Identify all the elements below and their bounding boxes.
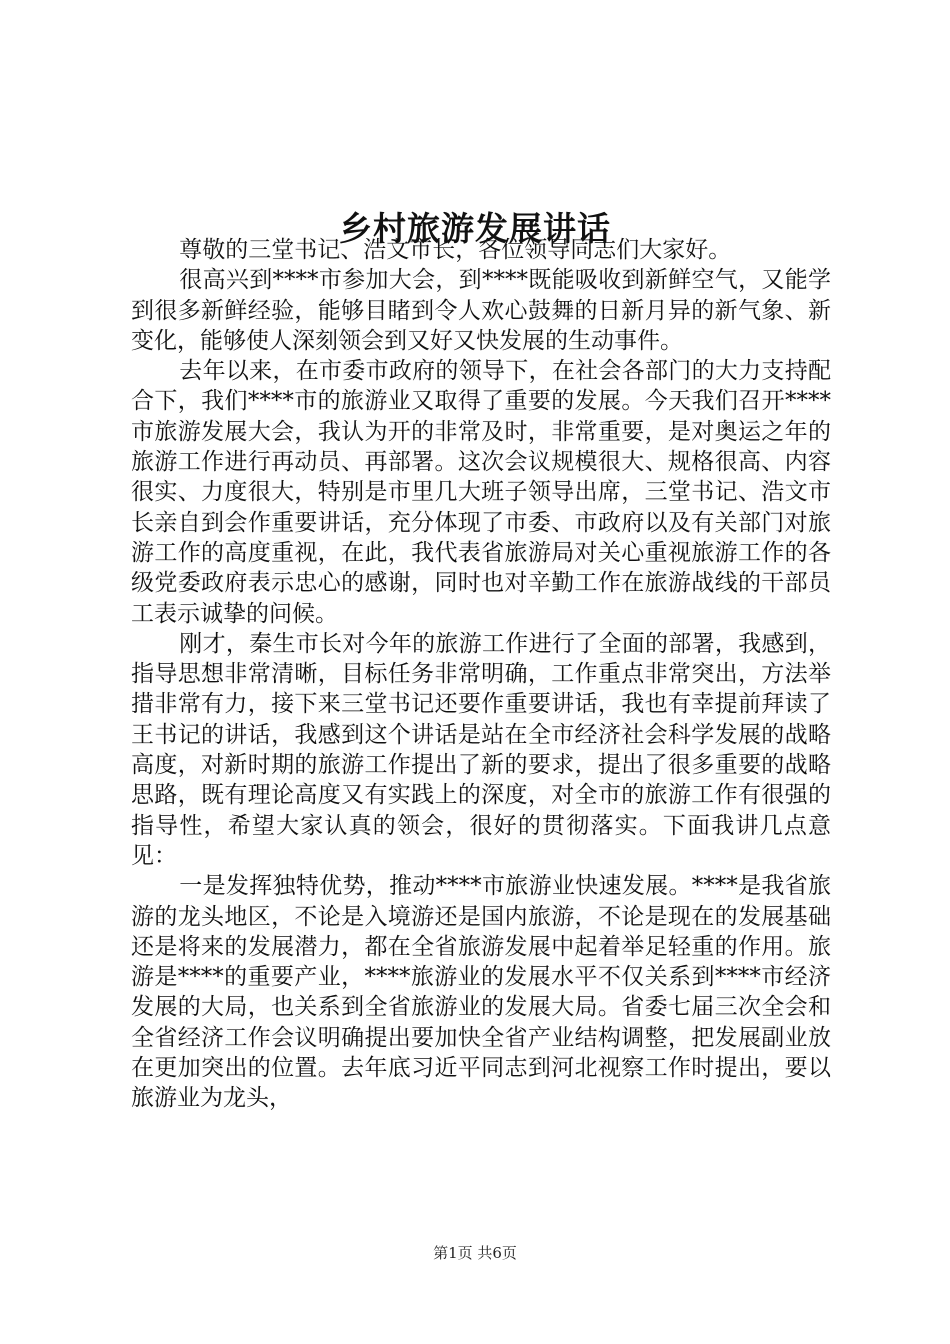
paragraph-greeting: 尊敬的三堂书记、浩文市长，各位领导同志们大家好。 [179,237,732,263]
page-number-footer: 第1页 共6页 [433,1244,517,1262]
document-body [131,235,831,1114]
paragraph-opening: 很高兴到****市参加大会，到****既能吸收到新鲜空气，又能学到很多新鲜经验，能够目睹到令人欢心鼓舞的日新月异的新气象、新变化，能够使人深刻领会到又好又快发展的生动事件。 [131,267,831,354]
paragraph-progress: 去年以来，在市委市政府的领导下，在社会各部门的大力支持配合下，我们****市的旅游业又取得了重要的发展。今天我们召开****市旅游发展大会，我认为开的非常及时，非常重要，是对奥运之年的旅游工作进行再动员、再部署。这次会议规模很大、规格很高、内容很实、力度很大，特别是市里几大班子领导出席，三堂书记、浩文市长亲自到会作重要讲话，充分体现了市委、市政府以及有关部门对旅游工作的高度重视，在此，我代表省旅游局对关心重视旅游工作的各级党委政府表示忠心的感谢，同时也对辛勤工作在旅游战线的干部员工表示诚挚的问候。 [131,358,831,627]
paragraph-point-one: 一是发挥独特优势，推动****市旅游业快速发展。****是我省旅游的龙头地区，不论是入境游还是国内旅游，不论是现在的发展基础还是将来的发展潜力，都在全省旅游发展中起着举足轻重的作用。旅游是****的重要产业，****旅游业的发展水平不仅关系到****市经济发展的大局，也关系到全省旅游业的发展大局。省委七届三次全会和全省经济工作会议明确提出要加快全省产业结构调整，把发展副业放在更加突出的位置。去年底习近平同志到河北视察工作时提出，要以旅游业为龙头， [131,873,832,1112]
paragraph-comments: 刚才，秦生市长对今年的旅游工作进行了全面的部署，我感到，指导思想非常清晰，目标任务非常明确，工作重点非常突出，方法举措非常有力，接下来三堂书记还要作重要讲话，我也有幸提前拜读了王书记的讲话，我感到这个讲话是站在全市经济社会科学发展的战略高度，对新时期的旅游工作提出了新的要求，提出了很多重要的战略思路，既有理论高度又有实践上的深度，对全市的旅游工作有很强的指导性，希望大家认真的领会，很好的贯彻落实。下面我讲几点意见： [131,630,831,869]
document-title: 乡村旅游发展讲话 [339,209,611,249]
